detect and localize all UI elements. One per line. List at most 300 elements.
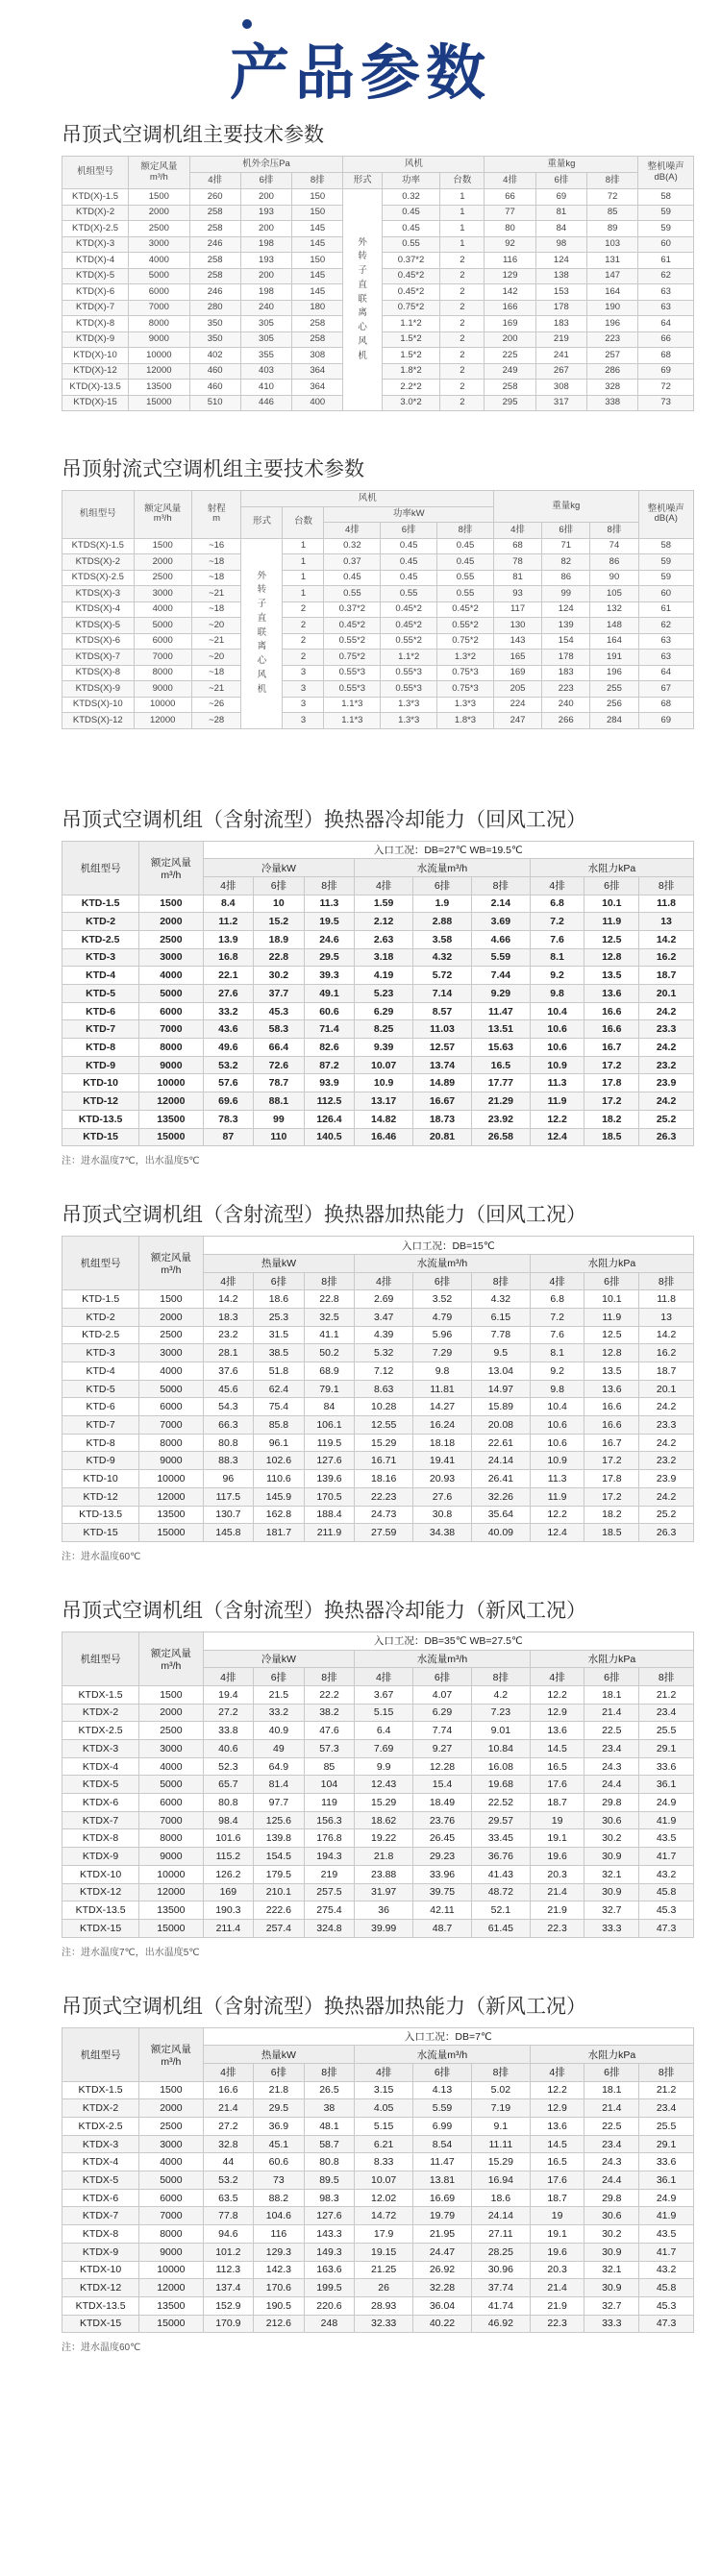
table-cell: 5000: [134, 618, 191, 634]
spec2-title: 吊顶射流式空调机组主要技术参数: [62, 457, 364, 480]
table-cell: 147: [587, 268, 638, 284]
table-cell: 96.1: [254, 1434, 305, 1452]
table-cell: 117.5: [203, 1487, 254, 1506]
table-cell: 0.55: [324, 586, 381, 602]
perf2-title: 吊顶式空调机组（含射流型）换热器加热能力（回风工况）: [62, 1203, 586, 1227]
table-cell: 30.6: [584, 2207, 639, 2225]
spec2-section: [62, 454, 694, 729]
table-cell: 328: [587, 380, 638, 396]
table-cell: 24.47: [413, 2243, 472, 2261]
table-cell: 19.68: [471, 1776, 530, 1794]
table-cell: 11.9: [584, 913, 639, 931]
perf2-row-count-1: 6排: [254, 1272, 305, 1290]
table-cell: 410: [240, 380, 291, 396]
table-cell: KTDX-6: [62, 2189, 139, 2207]
table-cell: 16.6: [584, 1416, 639, 1435]
table-cell: 8000: [139, 1829, 203, 1848]
table-cell: 16.8: [203, 948, 254, 967]
table-cell: 150: [292, 189, 343, 206]
table-cell: 7000: [139, 1020, 203, 1039]
table-cell: 105: [590, 586, 638, 602]
table-cell: 24.2: [639, 1002, 694, 1020]
spec1-col-model: 机组型号: [62, 157, 129, 189]
table-cell: 6000: [134, 633, 191, 650]
table-cell: 4000: [139, 2153, 203, 2171]
airflow-label: 额定风量: [150, 1252, 191, 1264]
table-cell: 66: [638, 331, 694, 348]
table-cell: KTD(X)-12: [62, 363, 129, 380]
table-cell: 16.6: [584, 1398, 639, 1416]
table-cell: 52.3: [203, 1757, 254, 1776]
table-row: [62, 1704, 694, 1722]
table-cell: 0.45*2: [381, 618, 437, 634]
table-cell: 15.4: [413, 1776, 472, 1794]
spec2-col-p8: 8排: [437, 523, 494, 539]
table-cell: 10000: [139, 1470, 203, 1488]
perf4-row-count-1: 6排: [254, 2063, 305, 2081]
table-cell: 8.57: [413, 1002, 472, 1020]
table-cell: 9000: [139, 1056, 203, 1074]
perf4-title: 吊顶式空调机组（含射流型）换热器加热能力（新风工况）: [62, 1994, 586, 2018]
table-cell: 33.3: [584, 1919, 639, 1937]
table-cell: 4000: [139, 1362, 203, 1381]
table-cell: 32.8: [203, 2135, 254, 2153]
table-cell: 211.4: [203, 1919, 254, 1937]
table-cell: 258: [189, 268, 240, 284]
table-cell: 11.81: [413, 1380, 472, 1398]
table-cell: 96: [203, 1470, 254, 1488]
table-cell: 2.12: [355, 913, 413, 931]
table-cell: 8.1: [530, 1344, 584, 1362]
table-cell: 31.5: [254, 1326, 305, 1344]
table-cell: 260: [189, 189, 240, 206]
table-cell: 33.45: [471, 1829, 530, 1848]
table-cell: 4.39: [355, 1326, 413, 1344]
table-cell: KTD-12: [62, 1092, 139, 1111]
perf3-row-count-1: 6排: [413, 1668, 472, 1686]
table-row: [62, 2118, 694, 2136]
table-cell: KTD-8: [62, 1039, 139, 1057]
table-cell: 23.9: [639, 1074, 694, 1092]
table-cell: 11.2: [203, 913, 254, 931]
table-cell: 28.25: [471, 2243, 530, 2261]
table-cell: KTD-4: [62, 1362, 139, 1381]
table-cell: 16.2: [639, 948, 694, 967]
table-cell: 60: [638, 586, 693, 602]
table-cell: 115.2: [203, 1848, 254, 1866]
table-cell: 18.18: [413, 1434, 472, 1452]
table-row: [62, 2135, 694, 2153]
table-cell: 4.05: [355, 2099, 413, 2118]
table-cell: 63: [638, 284, 694, 301]
perf2-col-airflow: [139, 1237, 203, 1290]
table-cell: ~28: [191, 713, 241, 729]
table-cell: 37.7: [254, 985, 305, 1003]
perf4-head: [62, 2027, 694, 2081]
table-cell: 17.9: [355, 2225, 413, 2244]
table-cell: 350: [189, 331, 240, 348]
perf1-note: 注：进水温度7℃，出水温度5℃: [62, 1156, 200, 1167]
table-cell: KTDX-3: [62, 2135, 139, 2153]
table-cell: 0.45*2: [324, 618, 381, 634]
table-cell: 2: [440, 395, 485, 411]
table-cell: 12000: [129, 363, 189, 380]
table-cell: 14.27: [413, 1398, 472, 1416]
perf2-group-2: 水阻力kPa: [530, 1254, 693, 1272]
table-cell: 0.45*2: [381, 601, 437, 618]
perf4-col-model: 机组型号: [62, 2027, 139, 2081]
table-cell: 45.3: [254, 1002, 305, 1020]
table-cell: 9.9: [355, 1757, 413, 1776]
perf2-condition: 入口工况：DB=15℃: [203, 1237, 693, 1255]
table-cell: 169: [203, 1883, 254, 1901]
table-cell: 15000: [139, 1128, 203, 1146]
table-cell: 8.1: [530, 948, 584, 967]
table-cell: 129: [485, 268, 535, 284]
table-cell: 6.8: [530, 895, 584, 913]
table-cell: 73: [254, 2171, 305, 2190]
table-cell: 14.82: [355, 1110, 413, 1128]
table-cell: 18.6: [471, 2189, 530, 2207]
table-row: [62, 1487, 694, 1506]
table-cell: 78.7: [254, 1074, 305, 1092]
table-cell: 1.1*2: [381, 650, 437, 666]
table-cell: 61: [638, 253, 694, 269]
table-cell: 16.6: [584, 1002, 639, 1020]
table-cell: 9000: [139, 1452, 203, 1470]
table-cell: 4.32: [413, 948, 472, 967]
table-cell: 18.7: [530, 1794, 584, 1812]
table-row: [62, 1901, 694, 1920]
table-cell: 54.3: [203, 1398, 254, 1416]
table-cell: 41.74: [471, 2296, 530, 2315]
table-cell: 29.5: [304, 948, 355, 967]
table-cell: 12.28: [413, 1757, 472, 1776]
table-cell: 198: [240, 284, 291, 301]
table-cell: 4.13: [413, 2081, 472, 2099]
table-cell: 2: [440, 253, 485, 269]
perf1-row-count-0: 4排: [203, 876, 254, 895]
table-cell: 8000: [129, 316, 189, 332]
table-cell: 4000: [139, 1757, 203, 1776]
table-cell: 12000: [139, 2279, 203, 2297]
table-cell: 13.04: [471, 1362, 530, 1381]
perf2-group-0: 热量kW: [203, 1254, 355, 1272]
table-cell: 29.8: [584, 1794, 639, 1812]
table-cell: 24.9: [639, 1794, 694, 1812]
perf2-body: [62, 1290, 694, 1542]
table-cell: 116: [485, 253, 535, 269]
table-cell: 7.74: [413, 1722, 472, 1740]
table-cell: 1: [283, 538, 324, 554]
table-cell: KTDS(X)-2.5: [62, 570, 135, 586]
table-cell: 24.73: [355, 1506, 413, 1524]
table-row: [62, 1380, 694, 1398]
table-cell: 24.14: [471, 1452, 530, 1470]
table-cell: 13: [639, 913, 694, 931]
hero-banner: [0, 0, 721, 113]
table-cell: 87: [203, 1128, 254, 1146]
table-cell: KTDX-2.5: [62, 1722, 139, 1740]
table-cell: 1.8*3: [437, 713, 494, 729]
table-cell: 22.61: [471, 1434, 530, 1452]
spec2-table: [62, 490, 694, 729]
perf3-note: 注：进水温度7℃，出水温度5℃: [62, 1947, 200, 1958]
table-cell: 13.6: [530, 1722, 584, 1740]
table-cell: 16.08: [471, 1757, 530, 1776]
table-cell: 124: [542, 601, 590, 618]
table-cell: 0.45: [437, 538, 494, 554]
table-cell: 1500: [139, 1685, 203, 1704]
table-cell: 12.2: [530, 1506, 584, 1524]
table-cell: 16.5: [530, 1757, 584, 1776]
table-cell: 13.6: [584, 1380, 639, 1398]
table-cell: 12.5: [584, 1326, 639, 1344]
table-cell: KTDX-8: [62, 2225, 139, 2244]
table-cell: 7.6: [530, 930, 584, 948]
table-cell: 8.4: [203, 895, 254, 913]
table-cell: 19.79: [413, 2207, 472, 2225]
table-cell: 18.6: [254, 1290, 305, 1309]
table-cell: 1: [283, 554, 324, 571]
table-cell: 205: [493, 681, 541, 698]
table-cell: 13500: [139, 1110, 203, 1128]
table-cell: 40.6: [203, 1740, 254, 1758]
table-cell: 98.4: [203, 1811, 254, 1829]
table-cell: 170.5: [304, 1487, 355, 1506]
table-cell: 2500: [139, 1722, 203, 1740]
table-cell: 67: [638, 681, 693, 698]
table-cell: KTD-10: [62, 1470, 139, 1488]
table-cell: 17.2: [584, 1092, 639, 1111]
table-cell: 8000: [139, 2225, 203, 2244]
table-cell: 6.8: [530, 1290, 584, 1309]
table-cell: 27.6: [413, 1487, 472, 1506]
table-row: [62, 633, 694, 650]
table-cell: 41.7: [639, 1848, 694, 1866]
table-cell: 24.9: [639, 2189, 694, 2207]
table-cell: 150: [292, 205, 343, 221]
table-cell: 9.8: [413, 1362, 472, 1381]
spec2-col-p4: 4排: [324, 523, 381, 539]
table-cell: 1.3*3: [381, 713, 437, 729]
table-cell: 20.1: [639, 1380, 694, 1398]
table-cell: 3: [283, 681, 324, 698]
table-cell: 89: [587, 221, 638, 237]
table-cell: 39.3: [304, 967, 355, 985]
table-cell: KTDS(X)-8: [62, 665, 135, 681]
table-cell: 24.2: [639, 1092, 694, 1111]
spec2-col-w8: 8排: [590, 523, 638, 539]
table-cell: 60: [638, 236, 694, 253]
table-row: [62, 967, 694, 985]
table-cell: 12.8: [584, 948, 639, 967]
spec2-col-w4: 4排: [493, 523, 541, 539]
table-cell: 0.55: [382, 236, 440, 253]
table-row: [62, 1074, 694, 1092]
table-cell: 7000: [139, 1416, 203, 1435]
table-cell: 30.9: [584, 2279, 639, 2297]
spec1-col-count: 台数: [440, 173, 485, 189]
perf4-col-airflow: [139, 2027, 203, 2081]
table-cell: 14.2: [203, 1290, 254, 1309]
spec2-col-weight: 重量kg: [493, 491, 638, 523]
spec2-col-noise: 整机噪声 dB(A): [638, 491, 693, 539]
perf3-row-count-1: 6排: [584, 1668, 639, 1686]
table-cell: 32.7: [584, 1901, 639, 1920]
perf3-group-0: 冷量kW: [203, 1650, 355, 1668]
table-cell: 18.16: [355, 1470, 413, 1488]
table-cell: 2: [283, 618, 324, 634]
table-cell: 145: [292, 236, 343, 253]
table-cell: 19: [530, 1811, 584, 1829]
table-cell: 0.45: [437, 554, 494, 571]
table-cell: 30.2: [584, 1829, 639, 1848]
table-cell: 15.89: [471, 1398, 530, 1416]
table-cell: 24.2: [639, 1487, 694, 1506]
table-cell: 13.6: [584, 985, 639, 1003]
table-cell: KTD-9: [62, 1056, 139, 1074]
perf1-row-count-0: 4排: [530, 876, 584, 895]
table-cell: 4.07: [413, 1685, 472, 1704]
table-cell: 10.4: [530, 1398, 584, 1416]
table-cell: 32.1: [584, 2261, 639, 2279]
table-cell: 1.1*3: [324, 713, 381, 729]
table-row: [62, 2279, 694, 2297]
table-cell: KTD-2: [62, 913, 139, 931]
table-cell: 24.3: [584, 1757, 639, 1776]
table-cell: KTDS(X)-9: [62, 681, 135, 698]
table-cell: 26.58: [471, 1128, 530, 1146]
table-cell: 165: [493, 650, 541, 666]
table-cell: 152.9: [203, 2296, 254, 2315]
table-cell: 18.62: [355, 1811, 413, 1829]
table-cell: 2.88: [413, 913, 472, 931]
table-cell: 19.6: [530, 1848, 584, 1866]
table-cell: 14.2: [639, 930, 694, 948]
table-row: [62, 2081, 694, 2099]
table-cell: 18.5: [584, 1524, 639, 1542]
table-cell: 3000: [139, 2135, 203, 2153]
table-cell: 196: [587, 316, 638, 332]
table-cell: 248: [304, 2315, 355, 2333]
table-cell: 2: [440, 268, 485, 284]
table-cell: KTDX-9: [62, 2243, 139, 2261]
table-cell: 12.9: [530, 1704, 584, 1722]
table-cell: 0.37*2: [382, 253, 440, 269]
perf3-row-count-2: 8排: [304, 1668, 355, 1686]
spec1-col-p6: 6排: [240, 173, 291, 189]
table-cell: 12000: [139, 1883, 203, 1901]
table-cell: 14.72: [355, 2207, 413, 2225]
table-cell: KTDX-13.5: [62, 2296, 139, 2315]
table-cell: 10.07: [355, 1056, 413, 1074]
table-cell: 2500: [139, 1326, 203, 1344]
table-cell: KTDS(X)-3: [62, 586, 135, 602]
table-cell: 18.1: [584, 2081, 639, 2099]
table-cell: 10.1: [584, 895, 639, 913]
table-cell: 62.4: [254, 1380, 305, 1398]
table-cell: KTD-5: [62, 985, 139, 1003]
table-cell: 179.5: [254, 1865, 305, 1883]
table-cell: 194.3: [304, 1848, 355, 1866]
table-cell: 4.2: [471, 1685, 530, 1704]
table-cell: 68: [638, 697, 693, 713]
table-row: [62, 1128, 694, 1146]
table-cell: 41.1: [304, 1326, 355, 1344]
table-cell: 403: [240, 363, 291, 380]
table-cell: 38.2: [304, 1704, 355, 1722]
table-cell: 103: [587, 236, 638, 253]
table-cell: 5.02: [471, 2081, 530, 2099]
table-cell: 36.04: [413, 2296, 472, 2315]
table-cell: KTD(X)-3: [62, 236, 129, 253]
table-cell: 190: [587, 300, 638, 316]
table-cell: 9.8: [530, 1380, 584, 1398]
table-cell: 27.2: [203, 2118, 254, 2136]
table-cell: 0.75*2: [324, 650, 381, 666]
table-cell: 101.2: [203, 2243, 254, 2261]
table-cell: 112.3: [203, 2261, 254, 2279]
table-cell: 12.2: [530, 2081, 584, 2099]
table-cell: 12.57: [413, 1039, 472, 1057]
table-cell: 30.96: [471, 2261, 530, 2279]
table-cell: 21.4: [584, 2099, 639, 2118]
table-cell: 98.3: [304, 2189, 355, 2207]
table-cell: 24.2: [639, 1434, 694, 1452]
table-cell: 2000: [139, 913, 203, 931]
perf1-row-count-2: 8排: [639, 876, 694, 895]
table-cell: 30.9: [584, 1883, 639, 1901]
table-cell: 8000: [139, 1039, 203, 1057]
table-cell: KTDX-2: [62, 1704, 139, 1722]
table-cell: ~20: [191, 650, 241, 666]
perf4-row-count-2: 8排: [471, 2063, 530, 2081]
table-cell: 9000: [134, 681, 191, 698]
spec2-col-form: 形式: [241, 506, 283, 538]
table-cell: KTD-9: [62, 1452, 139, 1470]
table-cell: 1.5*2: [382, 331, 440, 348]
table-cell: 45.3: [639, 2296, 694, 2315]
table-cell: 1.1*3: [324, 697, 381, 713]
spec1-col-form: 形式: [343, 173, 382, 189]
table-cell: 257: [587, 348, 638, 364]
table-cell: 50.2: [304, 1344, 355, 1362]
table-cell: KTDX-6: [62, 1794, 139, 1812]
table-cell: 13.51: [471, 1020, 530, 1039]
table-cell: 17.2: [584, 1056, 639, 1074]
table-cell: KTD(X)-5: [62, 268, 129, 284]
table-cell: 2000: [129, 205, 189, 221]
table-cell: 246: [189, 236, 240, 253]
table-cell: 33.3: [584, 2315, 639, 2333]
perf1-title: 吊顶式空调机组（含射流型）换热器冷却能力（回风工况）: [62, 807, 586, 831]
table-cell: 29.23: [413, 1848, 472, 1866]
table-cell: KTD-8: [62, 1434, 139, 1452]
table-cell: 44: [203, 2153, 254, 2171]
table-row: [62, 1039, 694, 1057]
table-cell: 85: [587, 205, 638, 221]
table-cell: 69: [638, 713, 693, 729]
table-cell: 19.41: [413, 1452, 472, 1470]
table-cell: 11.9: [530, 1092, 584, 1111]
table-cell: 11.3: [530, 1074, 584, 1092]
table-cell: 3.47: [355, 1308, 413, 1326]
table-row: [62, 1344, 694, 1362]
table-row: [62, 1848, 694, 1866]
table-cell: 200: [240, 189, 291, 206]
table-cell: 62: [638, 268, 694, 284]
